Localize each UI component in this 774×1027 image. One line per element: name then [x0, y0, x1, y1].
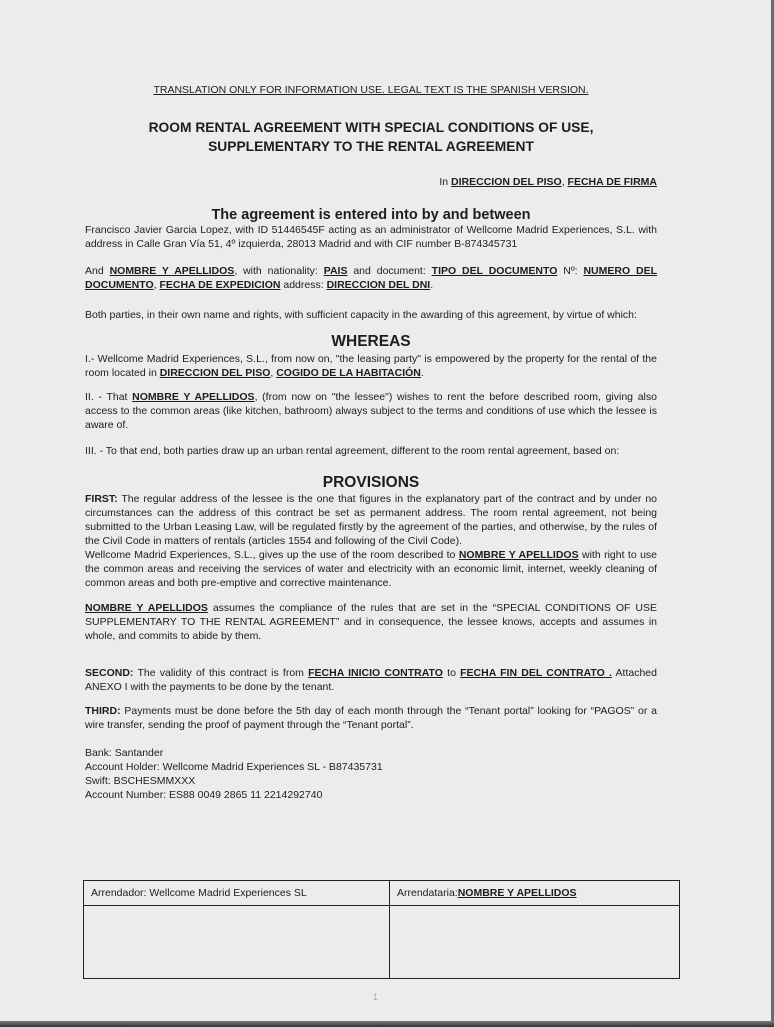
placeholder-country: PAIS	[323, 265, 348, 277]
placeholder-contract-end: FECHA FIN DEL CONTRATO .	[460, 667, 612, 679]
placeholder-lessee-name: NOMBRE Y APELLIDOS	[458, 549, 579, 561]
whereas-i-text: ,	[270, 367, 277, 379]
lessee-signature-header	[390, 881, 679, 906]
lessee-clause-text: And	[85, 265, 110, 277]
lessee-clause-text: .	[430, 279, 434, 291]
whereas-heading: WHEREAS	[331, 333, 411, 350]
translation-notice: TRANSLATION ONLY FOR INFORMATION USE. LEGAL TEXT IS THE SPANISH VERSION.	[153, 84, 589, 96]
placeholder-contract-start: FECHA INICIO CONTRATO	[308, 667, 443, 679]
rules-text: assumes the compliance of the rules that are set in the “SPECIAL CONDITIONS OF USE SUPPLEMENTARY TO THE RENTAL AGREEMENT” and in consequence, the lessee knows, accepts and assumes in whole, and commits to abide by them.	[85, 602, 657, 642]
lessor-clause: Francisco Javier Garcia Lopez, with ID 51446545F acting as an administrator of Wellcome Madrid Experiences, S.L. with address in Calle Gran Vía 51, 4º izquierda, 28013 Madrid and with CIF number B-874345731	[85, 224, 657, 250]
placeholder-lessee-name: NOMBRE Y APELLIDOS	[132, 391, 255, 403]
lessee-clause	[85, 264, 657, 292]
placeholder-lessee-name: NOMBRE Y APELLIDOS	[109, 265, 235, 277]
scan-edge-bottom	[0, 1021, 774, 1027]
page-number: 1	[373, 992, 379, 1002]
provision-first-text: The regular address of the lessee is the one that figures in the explanatory part of the contract and by under no circumstances can the address of this contract be set as permanent address. The room rental agreement, not being submitted to the Urban Leasing Law, will be regulated firstly by the agreement of the parties, and otherwise, by the rules of the Civil Code in matters of rentals (articles 1554 and following of the Civil Code).	[85, 493, 657, 547]
document-body	[85, 83, 657, 802]
placeholder-lessee-name: NOMBRE Y APELLIDOS	[457, 887, 577, 899]
whereas-i-text: .	[420, 367, 424, 379]
services-text: with right to use the common areas and receiving the services of water and electricity with an economic limit, internet, weekly cleaning of common areas and both pre-emptive and corrective maintenance.	[85, 549, 658, 589]
whereas-i-text: I.- Wellcome Madrid Experiences, S.L., from now on, "the leasing party" is empowered by the property for the rental of the room located in	[85, 353, 657, 379]
whereas-clause-ii	[85, 390, 657, 432]
provisions-heading: PROVISIONS	[322, 474, 420, 491]
placeholder-lessee-name: NOMBRE Y APELLIDOS	[85, 602, 208, 614]
provision-first-rules	[85, 601, 657, 643]
document-title	[85, 118, 657, 156]
parties-heading: The agreement is entered into by and between	[211, 207, 531, 223]
whereas-clause-i	[85, 352, 657, 380]
account-holder: Account Holder: Wellcome Madrid Experiences SL - B87435731	[85, 761, 383, 773]
placeholder-document-type: TIPO DEL DOCUMENTO	[431, 265, 558, 277]
place-date-line	[85, 175, 657, 189]
provision-second-label: SECOND:	[85, 667, 134, 679]
place-prefix: In	[439, 176, 452, 188]
lessor-signature-box	[84, 906, 390, 978]
whereas-clause-iii: III. - To that end, both parties draw up an urban rental agreement, different to the room rental agreement, based on:	[85, 445, 620, 457]
title-line-2: SUPPLEMENTARY TO THE RENTAL AGREEMENT	[208, 139, 534, 154]
placeholder-document-number: NUMERO DEL DOCUMENTO	[85, 265, 657, 291]
placeholder-dni-address: DIRECCION DEL DNI	[326, 279, 431, 291]
lessee-clause-text: Nº:	[557, 265, 584, 277]
signature-table	[83, 880, 680, 979]
lessor-label: Arrendador: Wellcome Madrid Experiences SL	[91, 887, 307, 899]
services-text: Wellcome Madrid Experiences, S.L., gives up the use of the room described to	[85, 549, 459, 561]
provision-third-label: THIRD:	[85, 705, 121, 717]
provision-first	[85, 492, 657, 548]
provision-first-label: FIRST:	[85, 493, 118, 505]
lessee-clause-text: address:	[280, 279, 327, 291]
placeholder-issue-date: FECHA DE EXPEDICION	[159, 279, 281, 291]
swift-code: Swift: BSCHESMMXXX	[85, 775, 196, 787]
lessor-signature-header	[84, 881, 390, 906]
bank-details	[85, 746, 657, 802]
capacity-clause: Both parties, in their own name and rights, with sufficient capacity in the awarding of this agreement, by virtue of which:	[85, 309, 637, 321]
place-separator: ,	[561, 176, 568, 188]
provision-second-text: to	[442, 667, 461, 679]
provision-first-services	[85, 548, 657, 590]
bank-name: Bank: Santander	[85, 747, 164, 759]
provision-second-text: The validity of this contract is from	[133, 667, 309, 679]
whereas-ii-text: , (from now on "the lessee") wishes to rent the before described room, giving also access to the common areas (like kitchen, bathroom) always subject to the terms and conditions of use which the lessee is aware of.	[85, 391, 657, 431]
provision-third	[85, 704, 657, 732]
provision-second	[85, 666, 657, 694]
provision-second-text: Attached ANEXO I with the payments to be done by the tenant.	[85, 667, 657, 693]
lessee-clause-text: and document:	[347, 265, 432, 277]
placeholder-room-code: COGIDO DE LA HABITACIÓN	[276, 367, 421, 379]
placeholder-flat-address: DIRECCION DEL PISO	[451, 176, 562, 188]
lessee-signature-box	[390, 906, 679, 978]
title-line-1: ROOM RENTAL AGREEMENT WITH SPECIAL CONDITIONS OF USE,	[148, 120, 594, 135]
provision-third-text: Payments must be done before the 5th day of each month through the “Tenant portal” looking for “PAGOS” or a wire transfer, sending the proof of payment through the “Tenant portal”.	[85, 705, 657, 731]
lessee-clause-text: ,	[153, 279, 160, 291]
whereas-ii-text: II. - That	[85, 391, 133, 403]
lessee-clause-text: , with nationality:	[234, 265, 324, 277]
placeholder-signing-date: FECHA DE FIRMA	[567, 176, 657, 188]
account-number: Account Number: ES88 0049 2865 11 2214292740	[85, 789, 323, 801]
placeholder-flat-address: DIRECCION DEL PISO	[159, 367, 271, 379]
lessee-label-prefix: Arrendataria:	[397, 887, 458, 899]
